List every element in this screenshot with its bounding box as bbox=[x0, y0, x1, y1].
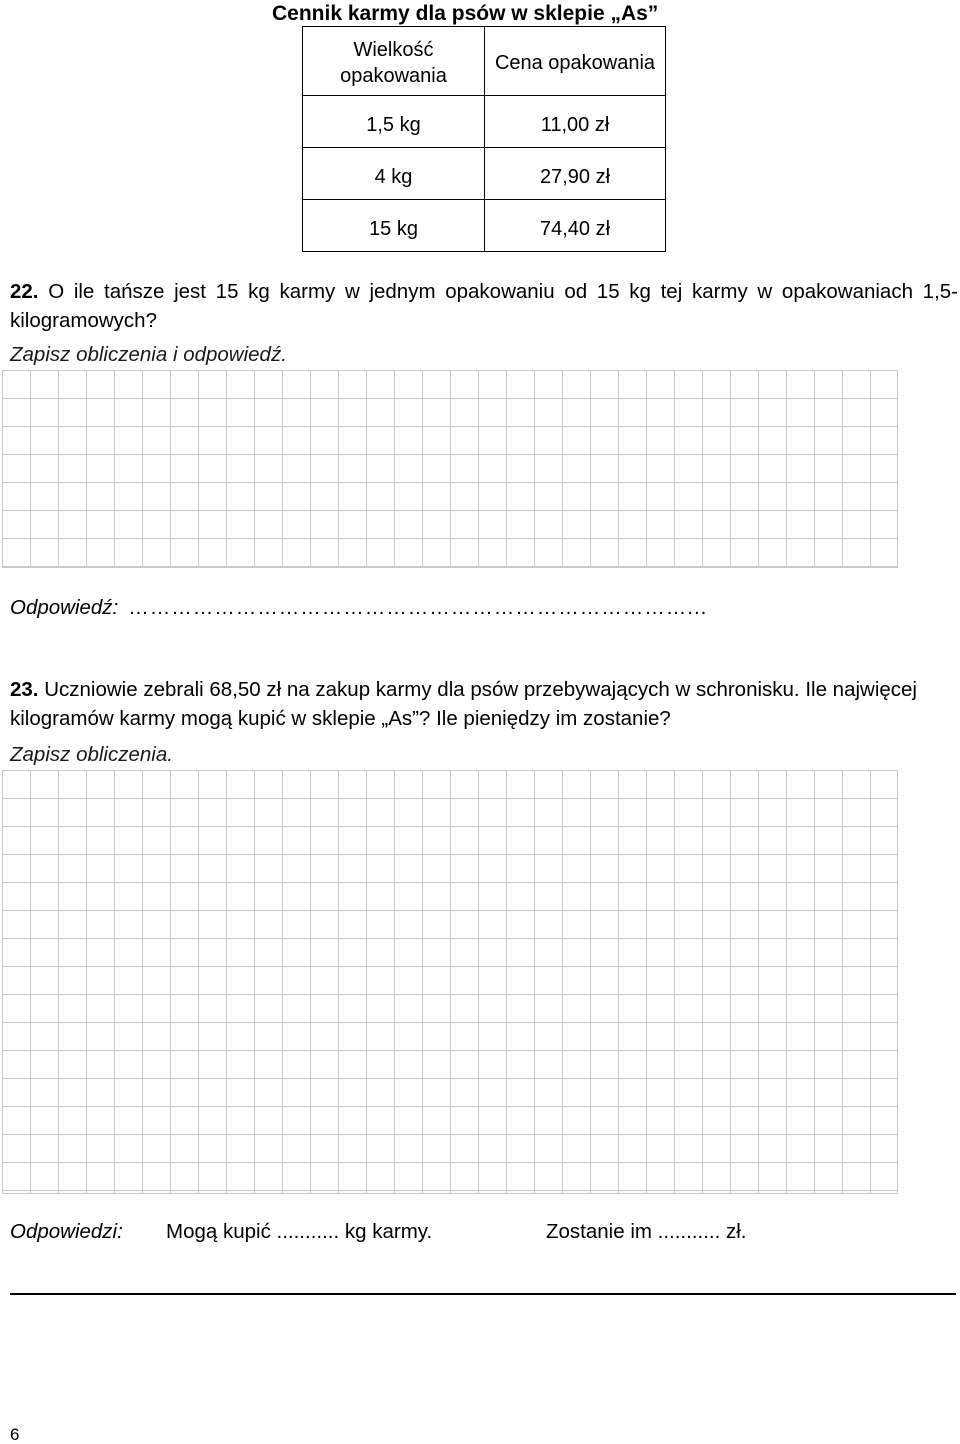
task-23-instruction: Zapisz obliczenia. bbox=[10, 743, 173, 766]
task-23-answer-rest[interactable]: Zostanie im ........... zł. bbox=[546, 1220, 747, 1243]
header-package-size: Wielkość opakowania bbox=[303, 27, 485, 96]
page-number: 6 bbox=[10, 1425, 20, 1444]
cell-size: 15 kg bbox=[303, 200, 485, 252]
footer-divider bbox=[10, 1293, 956, 1295]
task-23-text: Uczniowie zebrali 68,50 zł na zakup karmy dla psów przebywających w schronisku. Ile najwięcej kilogramów karmy mogą kupić w sklepie „As”? Ile pieniędzy im zostanie? bbox=[10, 678, 917, 730]
table-header-row bbox=[303, 27, 666, 96]
task-22-answer-line bbox=[10, 596, 707, 620]
task-22-answer-dots[interactable]: ……………………………………………………………………... bbox=[128, 596, 708, 619]
cell-price: 74,40 zł bbox=[485, 200, 666, 252]
task-22-instruction: Zapisz obliczenia i odpowiedź. bbox=[10, 343, 287, 366]
header-package-price: Cena opakowania bbox=[485, 27, 666, 96]
cell-size: 4 kg bbox=[303, 148, 485, 200]
task-22-answer-label: Odpowiedź: bbox=[10, 596, 119, 619]
table-row bbox=[303, 200, 666, 252]
task-22-work-grid[interactable] bbox=[2, 370, 898, 568]
task-23-question bbox=[10, 675, 958, 733]
table-row bbox=[303, 96, 666, 148]
task-23-number: 23. bbox=[10, 678, 39, 701]
price-table bbox=[302, 26, 666, 252]
table-row bbox=[303, 148, 666, 200]
task-23-answer-label: Odpowiedzi: bbox=[10, 1220, 123, 1243]
task-22-question bbox=[10, 277, 958, 335]
cell-price: 11,00 zł bbox=[485, 96, 666, 148]
task-23-work-grid[interactable] bbox=[2, 770, 898, 1194]
document-title: Cennik karmy dla psów w sklepie „As” bbox=[272, 2, 659, 25]
task-23-answer-buy[interactable]: Mogą kupić ........... kg karmy. bbox=[166, 1220, 433, 1243]
cell-size: 1,5 kg bbox=[303, 96, 485, 148]
cell-price: 27,90 zł bbox=[485, 148, 666, 200]
task-22-number: 22. bbox=[10, 280, 39, 303]
task-22-text: O ile tańsze jest 15 kg karmy w jednym opakowaniu od 15 kg tej karmy w opakowaniach 1,5-kilogramowych? bbox=[10, 280, 958, 332]
